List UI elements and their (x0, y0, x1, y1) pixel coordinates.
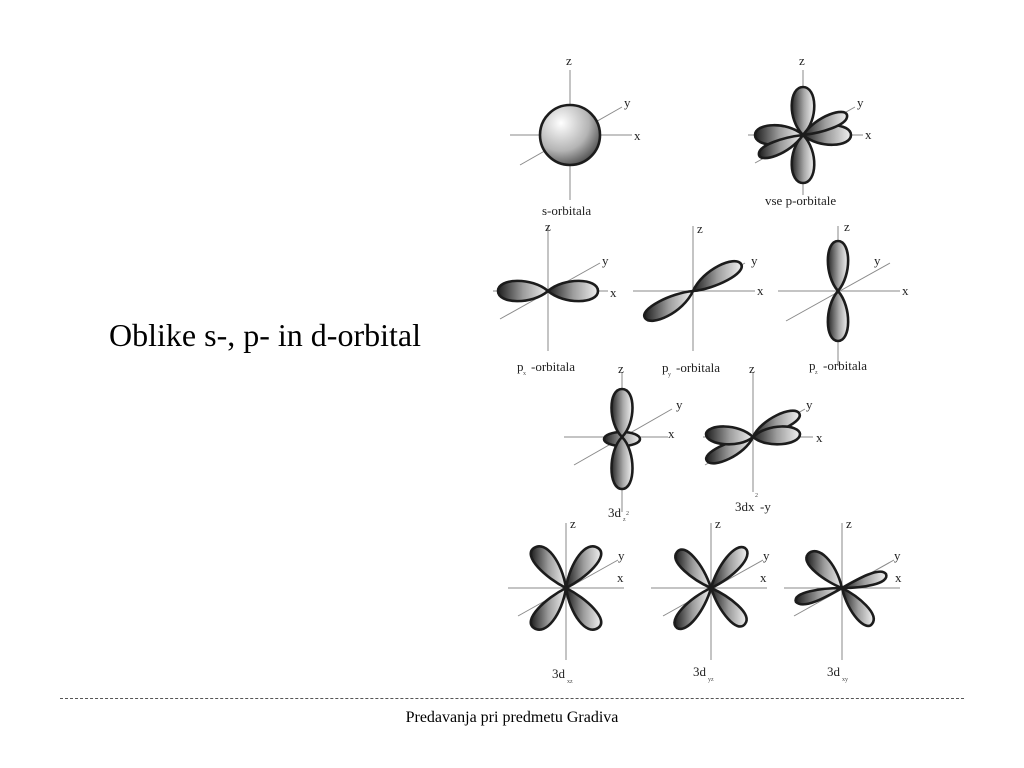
dz2-subscript: z (623, 517, 626, 523)
dx2-y2-superscript: 2 (755, 493, 758, 499)
x-axis-label: x (865, 127, 872, 142)
z-axis-label: z (799, 53, 805, 68)
x-axis-label: x (610, 285, 617, 300)
dx2-y2-label-suffix: -y (760, 499, 771, 514)
py-subscript: y (668, 372, 671, 378)
z-axis-label: z (570, 516, 576, 531)
py-label-suffix: -orbitala (676, 360, 721, 375)
z-axis-label: z (844, 219, 850, 234)
px-subscript: x (523, 371, 526, 377)
pz-orbital (778, 219, 909, 376)
s-orbital (510, 53, 641, 218)
dz2-superscript: 2 (626, 511, 629, 517)
x-axis-label: x (617, 570, 624, 585)
y-axis-label: y (857, 95, 864, 110)
y-axis-label: y (602, 253, 609, 268)
pz-orbital-label: p (809, 358, 816, 373)
slide-title: Oblike s-, p- in d-orbital (109, 317, 421, 353)
z-axis-label: z (715, 516, 721, 531)
px-orbital (493, 219, 617, 377)
all-p-orbitals-label: vse p-orbitale (765, 193, 837, 208)
dyz-subscript: yz (708, 677, 714, 683)
z-axis-label: z (618, 361, 624, 376)
dxz-orbital (508, 516, 625, 685)
x-axis-label: x (760, 570, 767, 585)
pz-subscript: z (815, 370, 818, 376)
s-orbital-label: s-orbitala (542, 203, 592, 218)
py-orbital-label: p (662, 360, 669, 375)
y-axis-label: y (676, 397, 683, 412)
y-axis-label: y (874, 253, 881, 268)
dxy-orbital (784, 516, 902, 683)
y-axis-label: y (618, 548, 625, 563)
dyz-orbital-label: 3d (693, 664, 706, 679)
y-axis-label: y (751, 253, 758, 268)
y-axis-label: y (624, 95, 631, 110)
py-orbital (633, 221, 764, 378)
x-axis-label: x (634, 128, 641, 143)
dx2-y2-orbital (703, 361, 823, 514)
pz-label-suffix: -orbitala (823, 358, 868, 373)
z-axis-label: z (545, 219, 551, 234)
dz2-orbital (564, 361, 683, 523)
all-p-orbitals (748, 53, 872, 208)
footer-text: Predavanja pri predmetu Gradiva (405, 709, 619, 726)
y-axis-label: y (894, 548, 901, 563)
x-axis-label: x (757, 283, 764, 298)
px-label-suffix: -orbitala (531, 359, 576, 374)
x-axis-label: x (895, 570, 902, 585)
z-axis-label: z (566, 53, 572, 68)
dz2-orbital-label: 3d (608, 505, 621, 520)
dxy-subscript: xy (842, 677, 848, 683)
y-axis-label: y (763, 548, 770, 563)
z-axis-label: z (749, 361, 755, 376)
x-axis-label: x (668, 426, 675, 441)
x-axis-label: x (902, 283, 909, 298)
z-axis-label: z (846, 516, 852, 531)
z-axis-label: z (697, 221, 703, 236)
px-orbital-label: p (517, 359, 524, 374)
dxz-subscript: xz (567, 679, 573, 685)
y-axis-label: y (806, 397, 813, 412)
dyz-orbital (651, 516, 770, 683)
dx2-y2-orbital-label: 3dx (735, 499, 755, 514)
dxy-orbital-label: 3d (827, 664, 840, 679)
footer-divider (60, 698, 964, 699)
dxz-orbital-label: 3d (552, 666, 565, 681)
x-axis-label: x (816, 430, 823, 445)
